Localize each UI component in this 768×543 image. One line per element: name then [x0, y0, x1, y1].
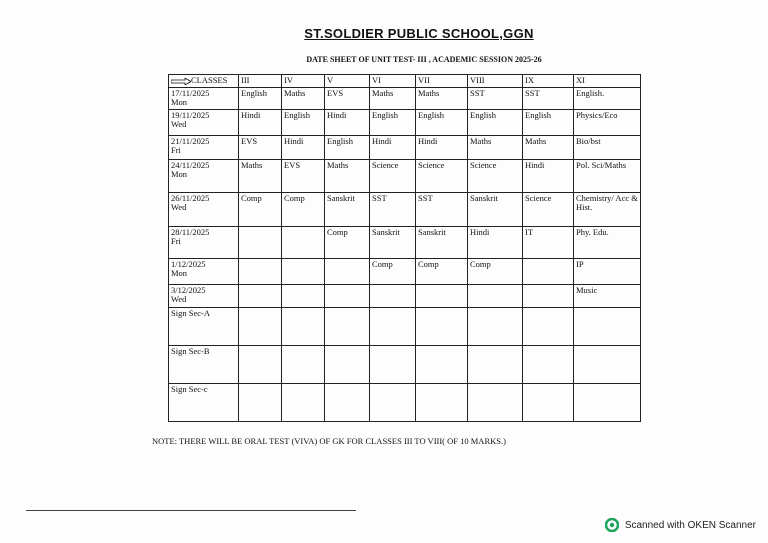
subject-cell: Maths	[370, 88, 416, 110]
header-label: V	[327, 75, 334, 85]
subject-cell: English	[370, 109, 416, 135]
subject-cell: Sanskrit	[325, 192, 370, 226]
subject-cell: EVS	[325, 88, 370, 110]
subject-cell	[282, 226, 325, 258]
signature-cell	[574, 383, 641, 421]
subject-cell: English	[468, 109, 523, 135]
header-classes	[169, 75, 239, 88]
scanner-logo-icon	[605, 518, 619, 532]
sheet-title-text: DATE SHEET OF UNIT TEST- III , ACADEMIC SESSION 2025-26	[306, 55, 542, 64]
school-name	[0, 26, 768, 41]
subject-cell: Hindi	[325, 109, 370, 135]
table-row	[169, 88, 641, 110]
subject-cell: Maths	[523, 135, 574, 159]
signature-cell	[523, 307, 574, 345]
signature-cell	[282, 307, 325, 345]
subject-cell: Hindi	[282, 135, 325, 159]
signature-cell	[325, 383, 370, 421]
arrow-right-icon	[171, 78, 191, 85]
subject-cell: Sanskrit	[468, 192, 523, 226]
note: NOTE: THERE WILL BE ORAL TEST (VIVA) OF GK FOR CLASSES III TO VIII( OF 10 MARKS.)	[152, 436, 506, 446]
table-header-row	[169, 75, 641, 88]
subject-cell	[523, 258, 574, 284]
subject-cell: Science	[416, 159, 468, 192]
signature-cell	[523, 383, 574, 421]
signature-cell	[468, 383, 523, 421]
subject-cell: English.	[574, 88, 641, 110]
date-text: 28/11/2025	[171, 226, 210, 237]
date-text: 24/11/2025	[171, 159, 210, 170]
school-name-text: ST.SOLDIER PUBLIC SCHOOL,GGN	[304, 26, 534, 41]
subject-cell: English	[523, 109, 574, 135]
signature-cell	[574, 307, 641, 345]
subject-cell: SST	[523, 88, 574, 110]
date-text: 26/11/2025	[171, 192, 210, 203]
subject-cell: Comp	[370, 258, 416, 284]
date-sheet-table	[168, 74, 641, 422]
subject-cell: Maths	[416, 88, 468, 110]
subject-cell: Phy. Edu.	[574, 226, 641, 258]
signature-cell	[325, 307, 370, 345]
subject-cell: Sanskrit	[370, 226, 416, 258]
day-text: Mon	[171, 97, 188, 108]
signature-cell	[523, 345, 574, 383]
day-text: Fri	[171, 145, 181, 156]
subject-cell	[239, 226, 282, 258]
header-class-v	[325, 75, 370, 88]
date-cell	[169, 284, 239, 307]
signature-cell	[282, 345, 325, 383]
header-class-iii	[239, 75, 282, 88]
subject-cell: Comp	[282, 192, 325, 226]
subject-cell: Hindi	[468, 226, 523, 258]
subject-cell: Hindi	[523, 159, 574, 192]
sign-label: Sign Sec-A	[169, 307, 239, 345]
signature-cell	[468, 345, 523, 383]
subject-cell: Hindi	[239, 109, 282, 135]
subject-cell: Comp	[325, 226, 370, 258]
header-class-xi	[574, 75, 641, 88]
header-label: VII	[418, 75, 430, 85]
signature-cell	[370, 383, 416, 421]
header-class-vi	[370, 75, 416, 88]
subject-cell: Music	[574, 284, 641, 307]
table-row	[169, 284, 641, 307]
date-cell	[169, 226, 239, 258]
day-text: Fri	[171, 236, 181, 247]
subject-cell	[416, 284, 468, 307]
scanner-text: Scanned with OKEN Scanner	[624, 519, 756, 531]
sign-row	[169, 383, 641, 421]
subject-cell	[325, 284, 370, 307]
subject-cell: Bio/bst	[574, 135, 641, 159]
subject-cell: Comp	[416, 258, 468, 284]
subject-cell: IP	[574, 258, 641, 284]
sign-label: Sign Sec-B	[169, 345, 239, 383]
subject-cell: Science	[523, 192, 574, 226]
day-text: Wed	[171, 202, 187, 213]
signature-cell	[468, 307, 523, 345]
header-label: IX	[525, 75, 534, 85]
sign-row	[169, 307, 641, 345]
scan-edge-line	[26, 510, 356, 511]
subject-cell	[239, 284, 282, 307]
subject-cell: English	[282, 109, 325, 135]
date-cell	[169, 192, 239, 226]
header-label: VIII	[470, 75, 485, 85]
header-label: XI	[576, 75, 585, 85]
subject-cell: Science	[370, 159, 416, 192]
signature-cell	[282, 383, 325, 421]
sign-label: Sign Sec-c	[169, 383, 239, 421]
day-text: Mon	[171, 268, 188, 279]
date-cell	[169, 135, 239, 159]
date-text: 21/11/2025	[171, 135, 210, 146]
subject-cell: Sanskrit	[416, 226, 468, 258]
header-class-ix	[523, 75, 574, 88]
subject-cell: Comp	[468, 258, 523, 284]
signature-cell	[239, 383, 282, 421]
sheet-title	[0, 55, 768, 64]
subject-cell: Maths	[282, 88, 325, 110]
subject-cell	[282, 284, 325, 307]
header-class-viii	[468, 75, 523, 88]
subject-cell: SST	[468, 88, 523, 110]
subject-cell	[239, 258, 282, 284]
subject-cell	[370, 284, 416, 307]
date-cell	[169, 109, 239, 135]
subject-cell	[523, 284, 574, 307]
signature-cell	[370, 345, 416, 383]
table-row	[169, 109, 641, 135]
subject-cell: SST	[416, 192, 468, 226]
subject-cell: Maths	[325, 159, 370, 192]
subject-cell: EVS	[282, 159, 325, 192]
date-text: 19/11/2025	[171, 109, 210, 120]
subject-cell	[282, 258, 325, 284]
date-text: 3/12/2025	[171, 284, 206, 295]
table-row	[169, 192, 641, 226]
signature-cell	[416, 383, 468, 421]
sign-row	[169, 345, 641, 383]
date-cell	[169, 88, 239, 110]
day-text: Wed	[171, 119, 187, 130]
subject-cell: Science	[468, 159, 523, 192]
table-row	[169, 135, 641, 159]
scanner-watermark	[605, 518, 756, 532]
signature-cell	[416, 307, 468, 345]
signature-cell	[574, 345, 641, 383]
table-row	[169, 258, 641, 284]
date-cell	[169, 159, 239, 192]
subject-cell: Maths	[239, 159, 282, 192]
subject-cell: English	[239, 88, 282, 110]
table-row	[169, 159, 641, 192]
signature-cell	[325, 345, 370, 383]
header-label: III	[241, 75, 250, 85]
date-text: 1/12/2025	[171, 258, 206, 269]
subject-cell: English	[325, 135, 370, 159]
day-text: Wed	[171, 294, 187, 305]
subject-cell: Hindi	[370, 135, 416, 159]
header-label: IV	[284, 75, 293, 85]
subject-cell: Comp	[239, 192, 282, 226]
subject-cell: Physics/Eco	[574, 109, 641, 135]
day-text: Mon	[171, 169, 188, 180]
subject-cell	[325, 258, 370, 284]
subject-cell: Chemistry/ Acc & Hist.	[574, 192, 641, 226]
table-row	[169, 226, 641, 258]
header-class-iv	[282, 75, 325, 88]
date-text: 17/11/2025	[171, 88, 210, 98]
date-cell	[169, 258, 239, 284]
subject-cell: SST	[370, 192, 416, 226]
header-class-vii	[416, 75, 468, 88]
header-label: CLASSES	[191, 75, 228, 85]
subject-cell: EVS	[239, 135, 282, 159]
subject-cell: Pol. Sci/Maths	[574, 159, 641, 192]
header-label: VI	[372, 75, 381, 85]
subject-cell: Maths	[468, 135, 523, 159]
signature-cell	[239, 307, 282, 345]
signature-cell	[239, 345, 282, 383]
subject-cell: IT	[523, 226, 574, 258]
subject-cell: English	[416, 109, 468, 135]
signature-cell	[416, 345, 468, 383]
subject-cell: Hindi	[416, 135, 468, 159]
subject-cell	[468, 284, 523, 307]
signature-cell	[370, 307, 416, 345]
